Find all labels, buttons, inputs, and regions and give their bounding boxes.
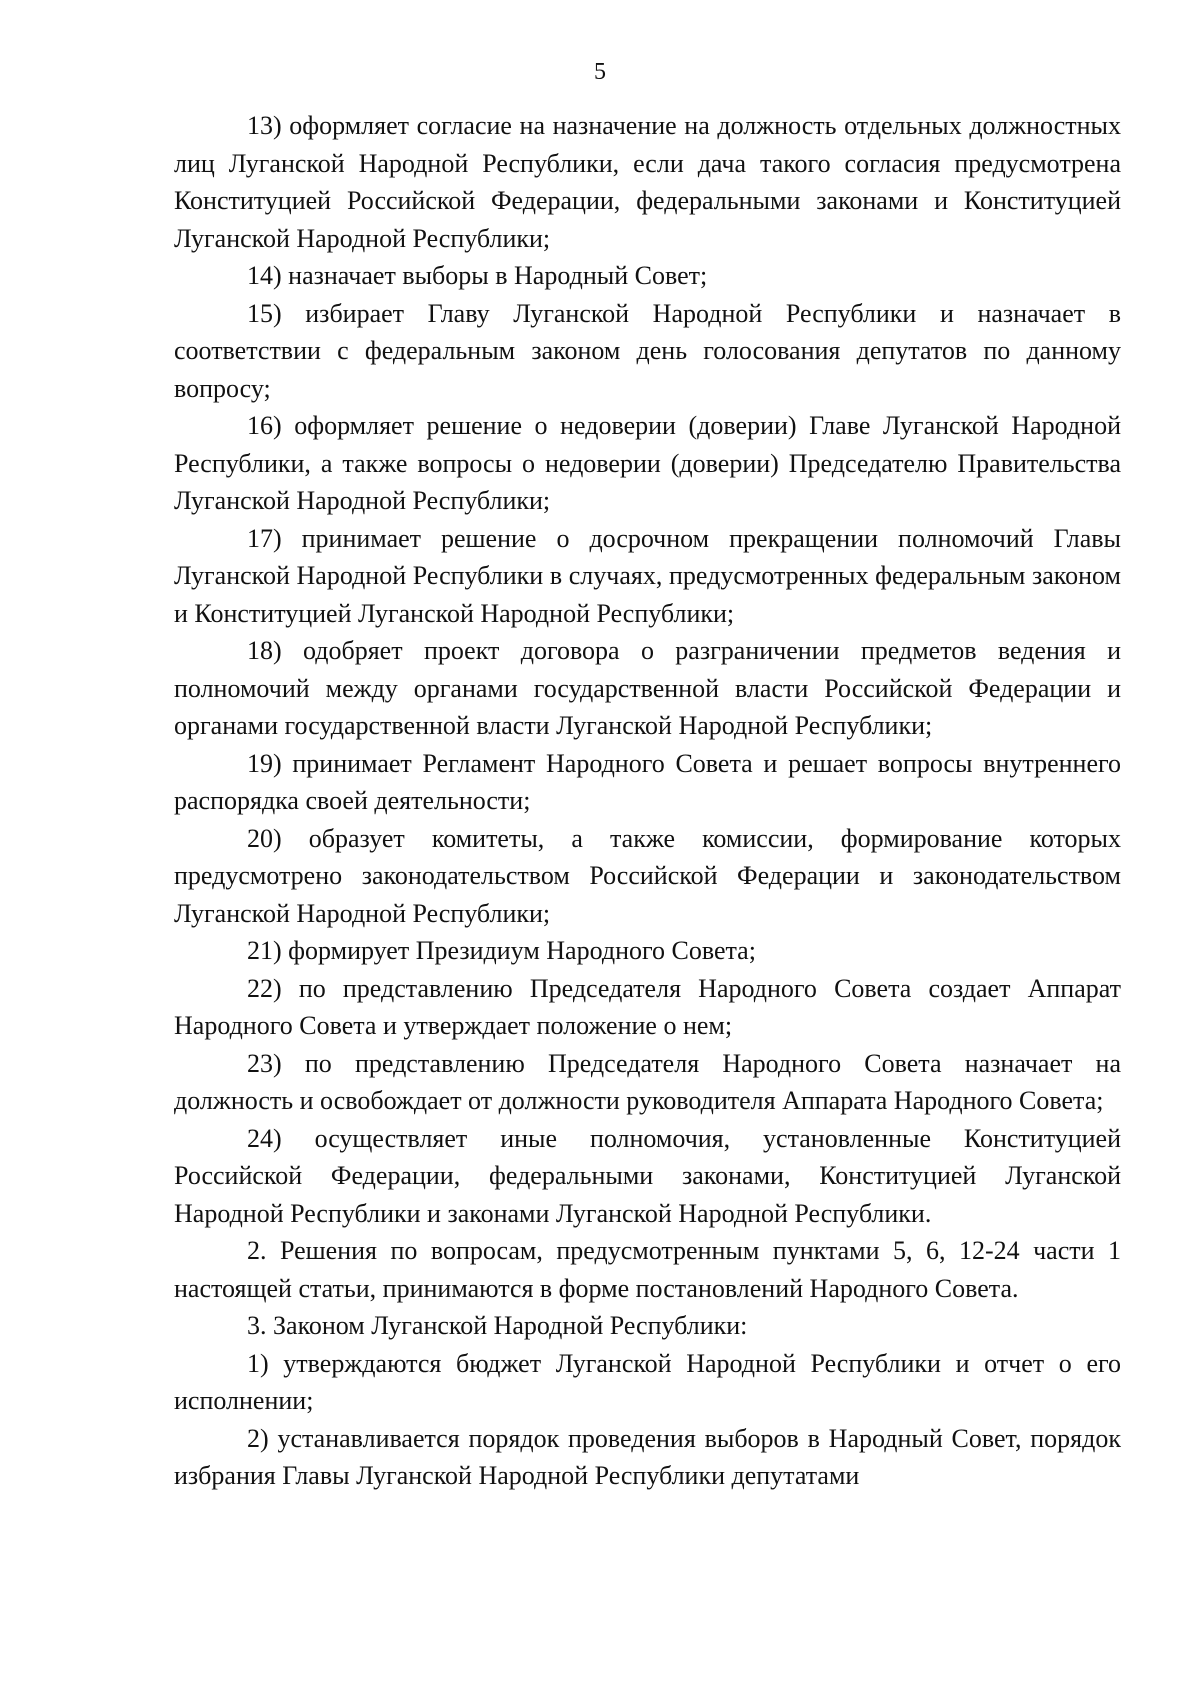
paragraph-item-17: 17) принимает решение о досрочном прекращении полномочий Главы Луганской Народной Республики в случаях, предусмотренных федеральным законом и Конституцией Луганской Народной Республики; — [174, 523, 1121, 628]
paragraph-item-15: 15) избирает Главу Луганской Народной Республики и назначает в соответствии с федеральным законом день голосования депутатов по данному вопросу; — [174, 298, 1121, 403]
paragraph-item-23: 23) по представлению Председателя Народного Совета назначает на должность и освобождает от должности руководителя Аппарата Народного Совета; — [174, 1048, 1121, 1115]
page-number: 5 — [594, 59, 606, 85]
paragraph-item-18: 18) одобряет проект договора о разграничении предметов ведения и полномочий между органами государственной власти Российской Федерации и органами государственной власти Луганской Народной Республики; — [174, 636, 1121, 740]
paragraph-item-19: 19) принимает Регламент Народного Совета и решает вопросы внутреннего распорядка своей деятельности; — [174, 748, 1121, 815]
paragraph-item-22: 22) по представлению Председателя Народного Совета создает Аппарат Народного Совета и утверждает положение о нем; — [174, 973, 1121, 1040]
paragraph-part-3-item-1: 1) утверждаются бюджет Луганской Народной Республики и отчет о его исполнении; — [174, 1348, 1121, 1415]
paragraph-item-24: 24) осуществляет иные полномочия, установленные Конституцией Российской Федерации, федеральными законами, Конституцией Луганской Народной Республики и законами Луганской Народной Республики. — [174, 1123, 1121, 1228]
paragraph-item-14: 14) назначает выборы в Народный Совет; — [247, 261, 708, 290]
paragraph-item-21: 21) формирует Президиум Народного Совета; — [247, 936, 756, 965]
paragraph-item-16: 16) оформляет решение о недоверии (доверии) Главе Луганской Народной Республики, а также вопросы о недоверии (доверии) Председателю Правительства Луганской Народной Республики; — [174, 411, 1121, 515]
paragraph-part-2: 2. Решения по вопросам, предусмотренным пунктами 5, 6, 12-24 части 1 настоящей статьи, принимаются в форме постановлений Народного Совета. — [174, 1236, 1121, 1303]
paragraph-item-13: 13) оформляет согласие на назначение на должность отдельных должностных лиц Луганской Народной Республики, если дача такого согласия предусмотрена Конституцией Российской Федерации, федеральными законами и Конституцией Луганской Народной Республики; — [174, 111, 1121, 253]
paragraph-item-20: 20) образует комитеты, а также комиссии, формирование которых предусмотрено законодательством Российской Федерации и законодательством Луганской Народной Республики; — [174, 823, 1121, 928]
paragraph-part-3: 3. Законом Луганской Народной Республики: — [247, 1311, 748, 1340]
document-body — [174, 107, 1121, 1495]
paragraph-part-3-item-2: 2) устанавливается порядок проведения выборов в Народный Совет, порядок избрания Главы Луганской Народной Республики депутатами — [174, 1423, 1121, 1490]
